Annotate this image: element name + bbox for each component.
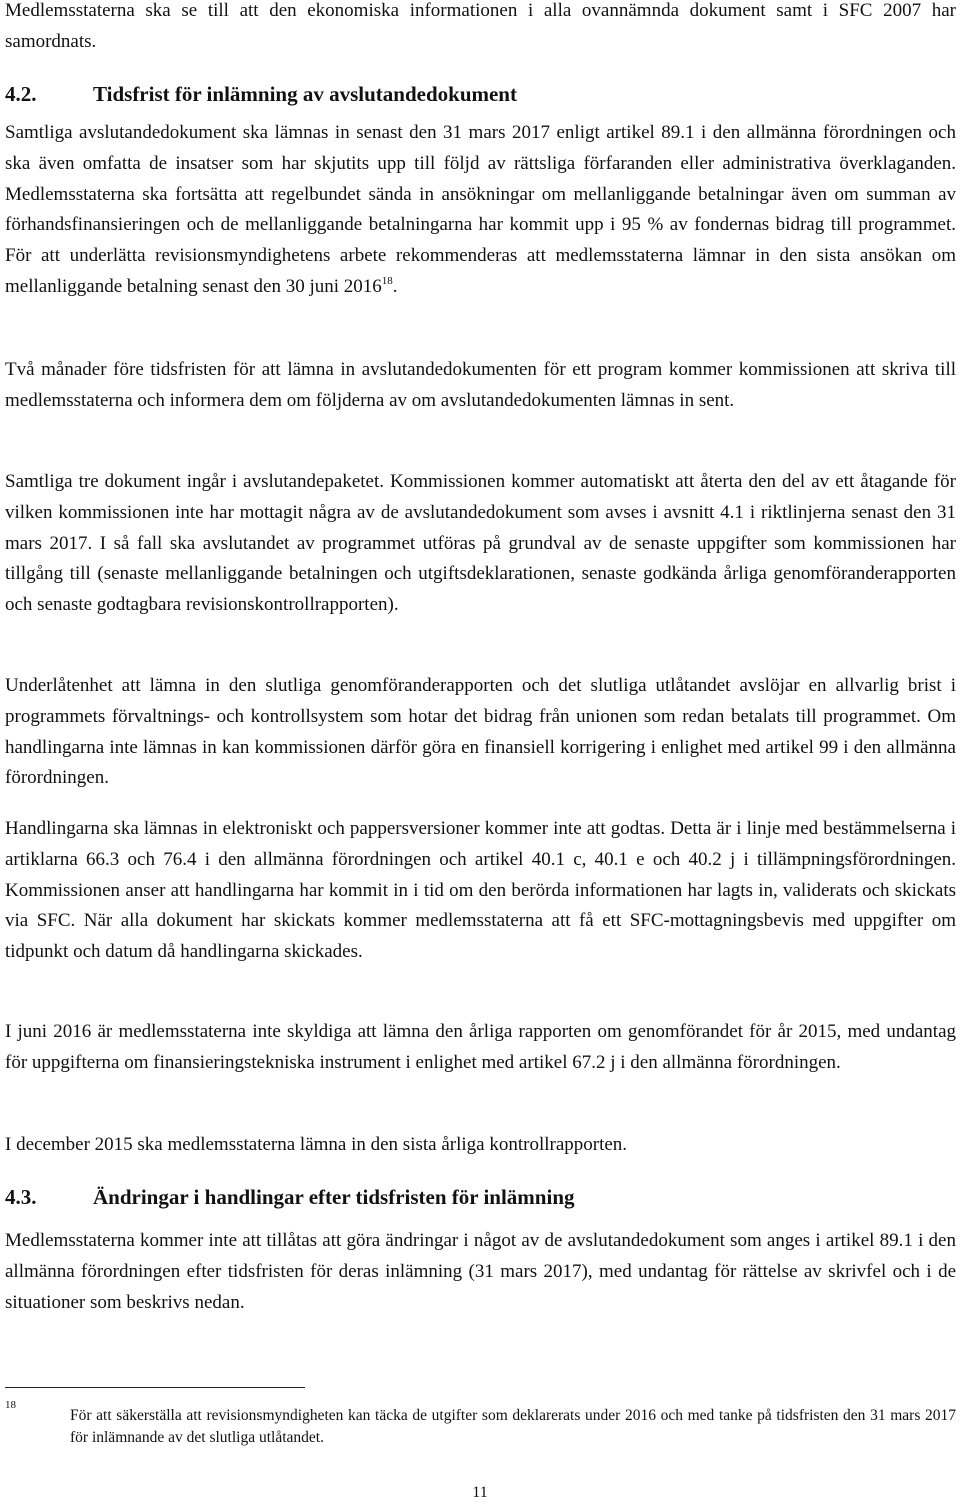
section-number: 4.3. [5,1185,37,1209]
paragraph-electronic: Handlingarna ska lämnas in elektroniskt och pappersversioner kommer inte att godtas. Detta är i linje med bestämmelserna i artiklarna 66.3 och 76.4 i den allmänna förordningen och artikel 40.1 c, 40.1 e och 40.2 j i tillämpningsförordningen. Kommissionen anser att handlingarna har kommit in i tid om den berörda informationen har lagts in, validerats och skickats via SFC. När alla dokument har skickats kommer medlemsstaterna att få ett SFC-mottagningsbevis med uppgifter om tidpunkt och datum då handlingarna skickades. [5,818,956,963]
paragraph-changes: Medlemsstaterna kommer inte att tillåtas att göra ändringar i något av de avslutandedokument som anges i artikel 89.1 i den allmänna förordningen efter tidsfristen för deras inlämning (31 mars 2017), med undantag för rättelse av skrivfel och i de situationer som beskrivs nedan. [5,1230,956,1313]
section-number: 4.2. [5,82,37,106]
paragraph-december-2015: I december 2015 ska medlemsstaterna lämna in den sista årliga kontrollrapporten. [5,1134,628,1155]
paragraph-closure-package: Samtliga tre dokument ingår i avslutandepaketet. Kommissionen kommer automatiskt att återta den del av ett åtagande för vilken kommissionen inte har mottagit några av de avslutandedokument som avses i avsnitt 4.1 i riktlinjerna senast den 31 mars 2017. I så fall ska avslutandet av programmet utföras på grundval av de senaste uppgifter som kommissionen har tillgång till (senaste mellanliggande betalningen och utgiftsdeklarationen, senaste godkända årliga genomföranderapporten och senaste godtagbara revisionskontrollrapporten). [5,471,956,616]
footnote-text: För att säkerställa att revisionsmyndigheten kan täcka de utgifter som deklarerats under 2016 och med tanke på tidsfristen den 31 mars 2017 för inlämnande av det slutliga utlåtandet. [70,1407,956,1446]
intro-paragraph: Medlemsstaterna ska se till att den ekonomiska informationen i alla ovannämnda dokument samt i SFC 2007 har samordnats. [5,0,956,52]
section-heading-4-3 [5,1185,575,1210]
footnote-mark: 18 [5,1399,16,1411]
paragraph-two-months: Två månader före tidsfristen för att lämna in avslutandedokumenten för ett program kommer kommissionen att skriva till medlemsstaterna och informera dem om följderna av om avslutandedokumenten lämnas in sent. [5,359,956,411]
footnote-separator [5,1387,305,1388]
paragraph-end: . [392,275,398,297]
section-title: Ändringar i handlingar efter tidsfristen för inlämning [93,1185,575,1209]
paragraph-deadline [5,118,956,303]
paragraph-june-2016: I juni 2016 är medlemsstaterna inte skyldiga att lämna den årliga rapporten om genomförandet för år 2015, med undantag för uppgifterna om finansieringstekniska instrument i enlighet med artikel 67.2 j i den allmänna förordningen. [5,1021,956,1073]
footnote-reference[interactable]: 18 [381,274,393,287]
page-number: 11 [472,1484,488,1501]
paragraph-failure: Underlåtenhet att lämna in den slutliga genomföranderapporten och det slutliga utlåtandet avslöjar en allvarlig brist i programmets förvaltnings- och kontrollsystem som hotar det bidrag från unionen som redan betalats till programmet. Om handlingarna inte lämnas in kan kommissionen därför göra en finansiell korrigering i enlighet med artikel 99 i den allmänna förordningen. [5,675,956,789]
section-title: Tidsfrist för inlämning av avslutandedokument [93,82,517,106]
section-heading-4-2 [5,82,517,107]
paragraph-text: Samtliga avslutandedokument ska lämnas in senast den 31 mars 2017 enligt artikel 89.1 i den allmänna förordningen och ska även omfatta de insatser som har skjutits upp till följd av rättsliga förfaranden eller administrativa överklaganden. Medlemsstaterna ska fortsätta att regelbundet sända in ansökningar om mellanliggande betalningar även om summan av förhandsfinansieringen och de mellanliggande betalningarna har kommit upp i 95 % av fondernas bidrag till programmet. För att underlätta revisionsmyndighetens arbete rekommenderas att medlemsstaterna lämnar in den sista ansökan om mellanliggande betalning senast den 30 juni 2016 [5,122,956,297]
